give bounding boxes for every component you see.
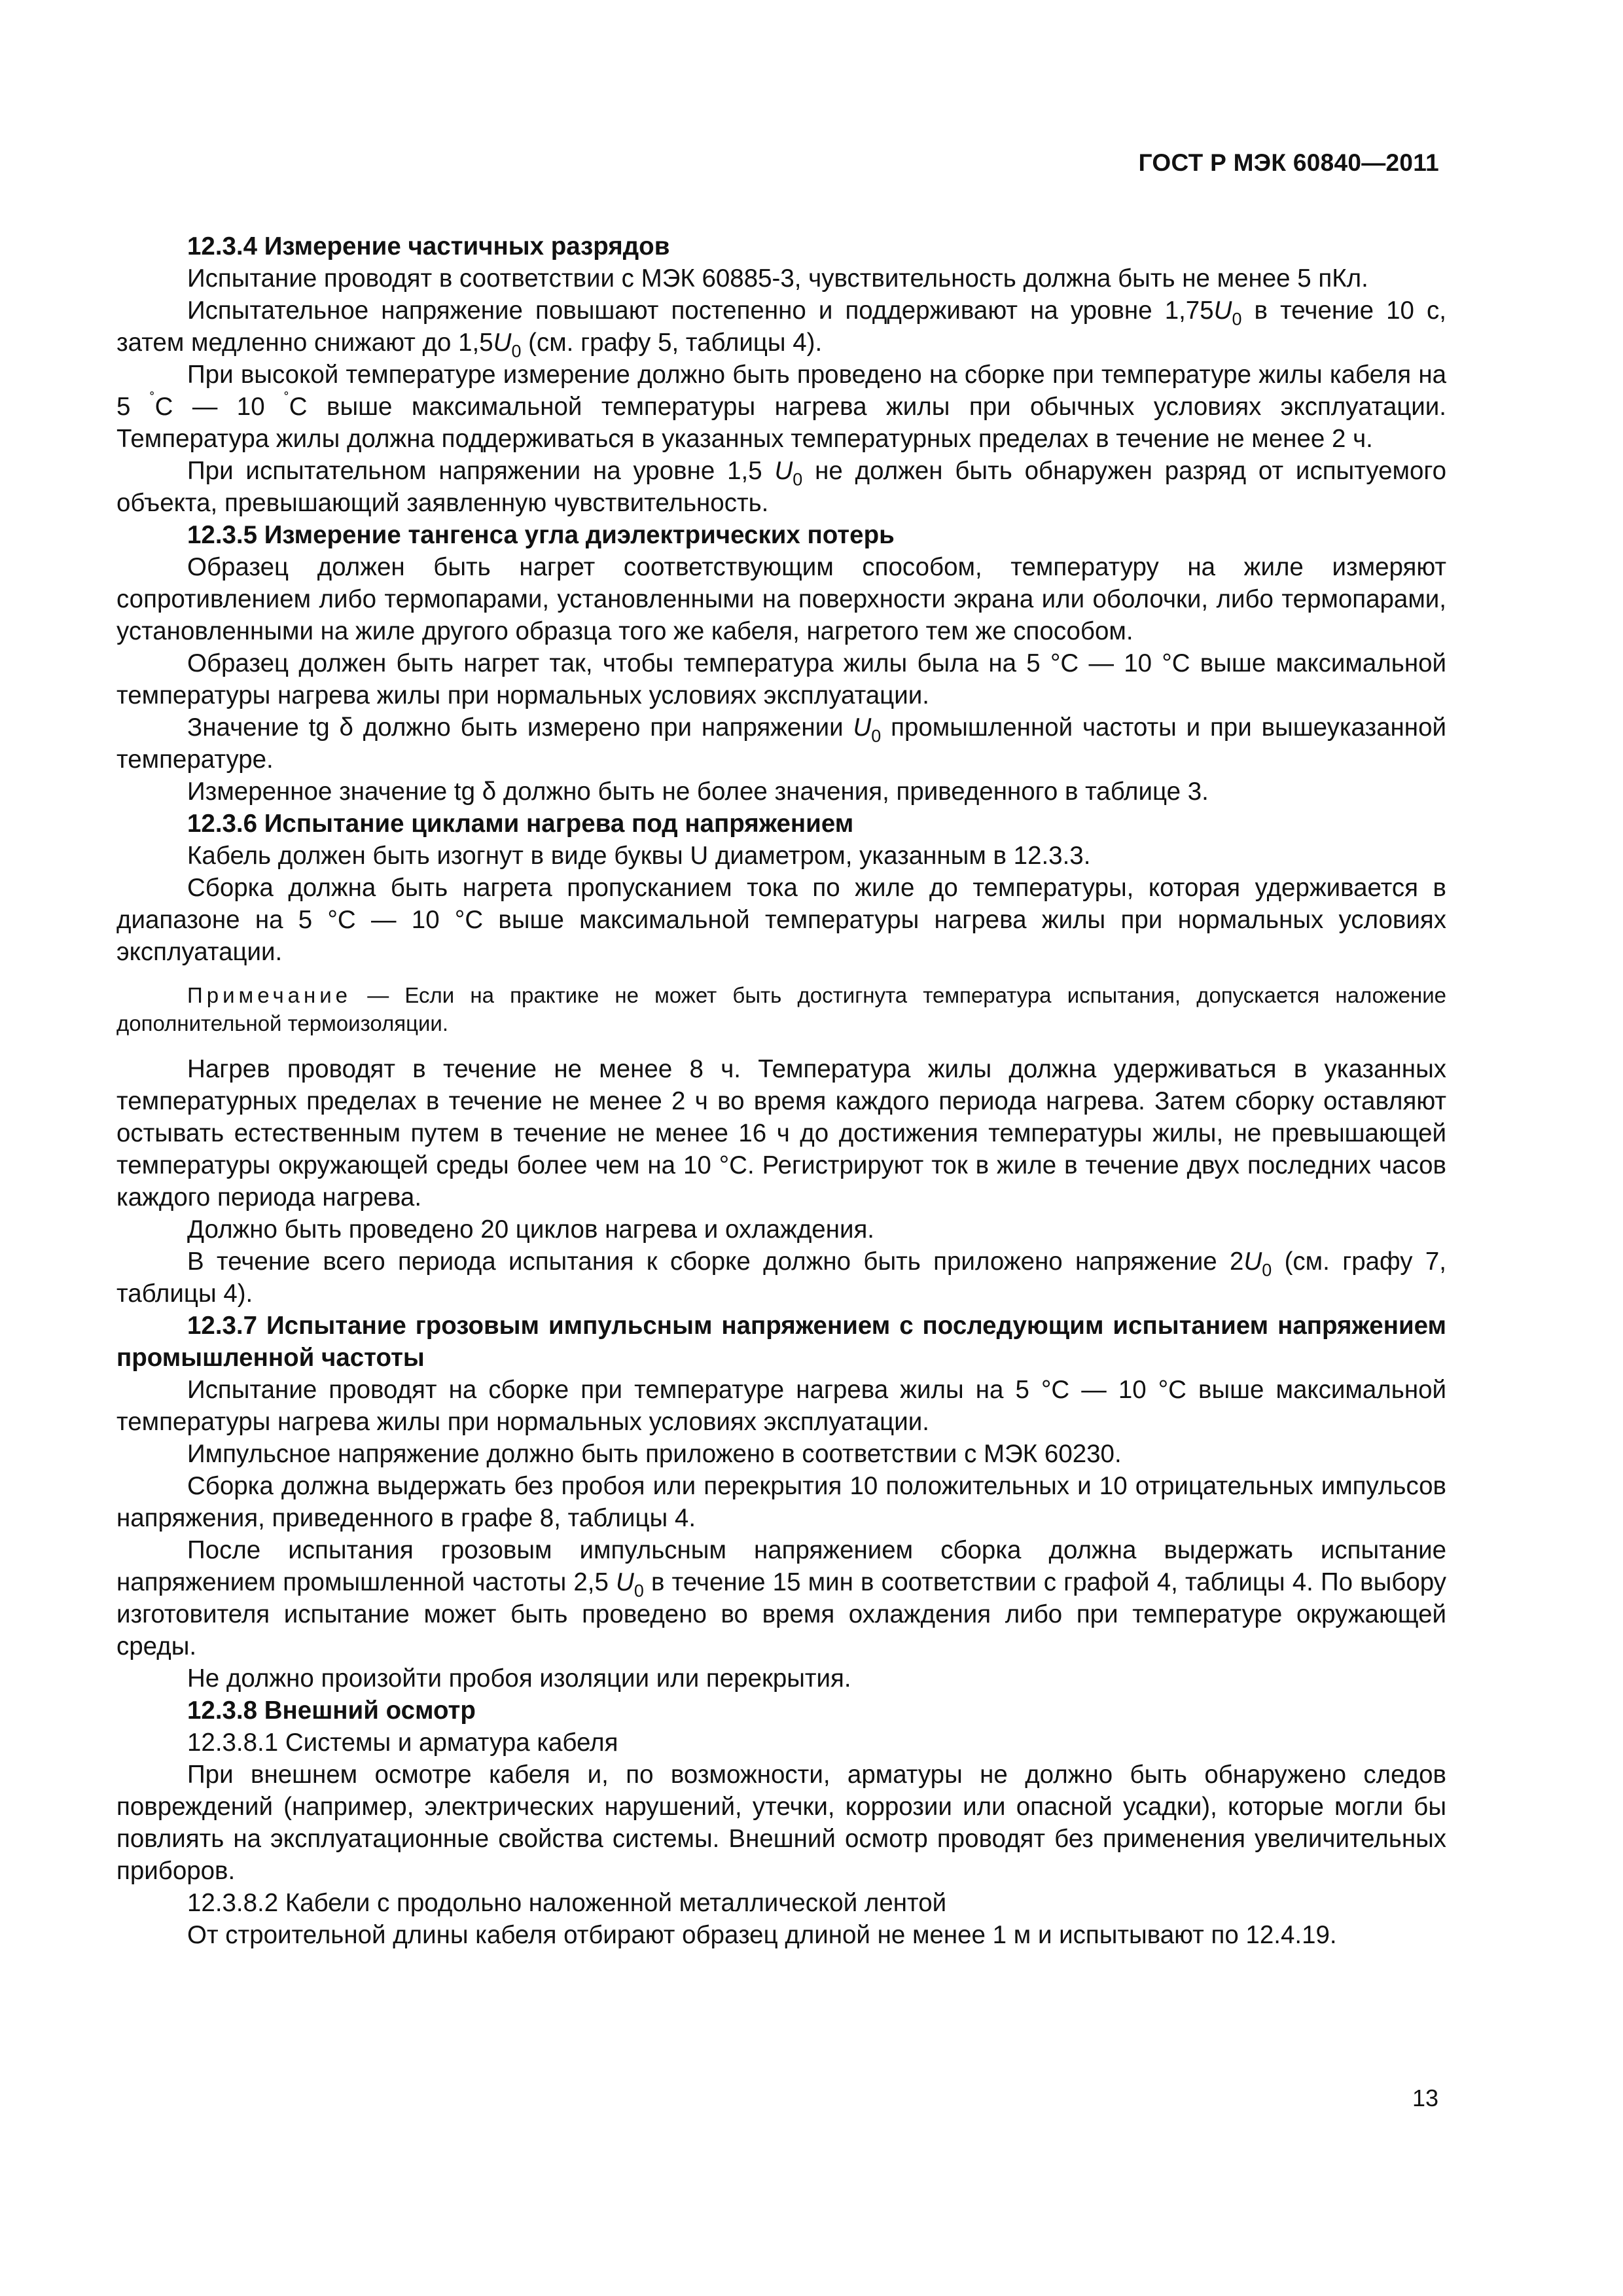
paragraph: Сборка должна выдержать без пробоя или перекрытия 10 положительных и 10 отрицательных импульсов напряжения, приведенного в графе 8, таблицы 4.: [116, 1472, 1446, 1532]
paragraph: Нагрев проводят в течение не менее 8 ч. Температура жилы должна удерживаться в указанных температурных пределах в течение не менее 2 ч во время каждого периода нагрева. Затем сборку оставляют остывать естественным путем в течение не менее 16 ч до достижения температуры жилы, не превышающей температуры окружающей среды более чем на 10 °С. Регистрируют ток в жиле в течение двух последних часов каждого периода нагрева.: [116, 1055, 1446, 1211]
paragraph: Измеренное значение tg δ должно быть не более значения, приведенного в таблице 3.: [187, 778, 1209, 806]
paragraph: Должно быть проведено 20 циклов нагрева и охлаждения.: [187, 1215, 875, 1244]
note-label: Примечание: [187, 983, 352, 1007]
section-heading-12-3-7: 12.3.7 Испытание грозовым импульсным напряжением с последующим испытанием напряжением промышленной частоты: [116, 1312, 1446, 1372]
paragraph: При высокой температуре измерение должно быть проведено на сборке при температуре жилы кабеля на 5 ˚C — 10 ˚C выше максимальной температуры нагрева жилы при обычных условиях эксплуатации. Температура жилы должна поддерживаться в указанных температурных пределах в течение не менее 2 ч.: [116, 361, 1447, 453]
paragraph: Не должно произойти пробоя изоляции или перекрытия.: [187, 1664, 851, 1693]
paragraph: Испытательное напряжение повышают постепенно и поддерживают на уровне $1,75U_0$ в течение 10 с, затем медленно снижают до $1,5U_0$ (см. графу 5, таблицы 4).: [116, 296, 1447, 361]
paragraph: Образец должен быть нагрет соответствующим способом, температуру на жиле измеряют сопротивлением либо термопарами, установленными на поверхности экрана или оболочки, либо термопарами, установленными на жиле другого образца того же кабеля, нагретого тем же способом.: [116, 553, 1446, 645]
subsection-heading-12-3-8-1: 12.3.8.1 Системы и арматура кабеля: [187, 1729, 618, 1757]
paragraph: Кабель должен быть изогнут в виде буквы U диаметром, указанным в 12.3.3.: [187, 842, 1091, 870]
paragraph: От строительной длины кабеля отбирают образец длиной не менее 1 м и испытывают по 12.4.19.: [187, 1921, 1337, 1949]
subsection-heading-12-3-8-2: 12.3.8.2 Кабели с продольно наложенной металлической лентой: [187, 1889, 947, 1917]
paragraph: Образец должен быть нагрет так, чтобы температура жилы была на 5 °С — 10 °С выше максимальной температуры нагрева жилы при нормальных условиях эксплуатации.: [116, 649, 1446, 709]
paragraph: Испытание проводят в соответствии с МЭК 60885-3, чувствительность должна быть не менее 5 пКл.: [187, 264, 1368, 293]
paragraph: Испытание проводят на сборке при температуре нагрева жилы на 5 °С — 10 °С выше максимальной температуры нагрева жилы при нормальных условиях эксплуатации.: [116, 1376, 1446, 1436]
page-number: 13: [1412, 2085, 1438, 2111]
note: Примечание — Если на практике не может быть достигнута температура испытания, допускается наложение дополнительной термоизоляции.: [116, 983, 1446, 1035]
paragraph: В течение всего периода испытания к сборке должно быть приложено напряжение $2U_0$ (см. графу 7, таблицы 4).: [116, 1247, 1447, 1308]
section-heading-12-3-5: 12.3.5 Измерение тангенса угла диэлектрических потерь: [187, 521, 895, 549]
paragraph: Импульсное напряжение должно быть приложено в соответствии с МЭК 60230.: [187, 1440, 1122, 1468]
section-heading-12-3-6: 12.3.6 Испытание циклами нагрева под напряжением: [187, 810, 854, 838]
paragraph: Значение tg δ должно быть измерено при напряжении $U_0$ промышленной частоты и при вышеуказанной температуре.: [116, 713, 1446, 774]
paragraph: При внешнем осмотре кабеля и, по возможности, арматуры не должно быть обнаружено следов повреждений (например, электрических нарушений, утечки, коррозии или опасной усадки), которые могли бы повлиять на эксплуатационные свойства системы. Внешний осмотр проводят без применения увеличительных приборов.: [116, 1761, 1446, 1885]
section-heading-12-3-8: 12.3.8 Внешний осмотр: [187, 1696, 476, 1725]
paragraph: Сборка должна быть нагрета пропусканием тока по жиле до температуры, которая удерживается в диапазоне на 5 °С — 10 °С выше максимальной температуры нагрева жилы при нормальных условиях эксплуатации.: [116, 874, 1446, 966]
paragraph: При испытательном напряжении на уровне 1,5 $U_0$ не должен быть обнаружен разряд от испытуемого объекта, превышающий заявленную чувствительность.: [116, 457, 1446, 517]
section-heading-12-3-4: 12.3.4 Измерение частичных разрядов: [187, 232, 670, 260]
document-body: [116, 230, 1446, 1951]
paragraph: После испытания грозовым импульсным напряжением сборка должна выдержать испытание напряжением промышленной частоты 2,5 $U_0$ в течение 15 мин в соответствии с графой 4, таблицы 4. По выбору изготовителя испытание может быть проведено во время охлаждения либо при температуре окружающей среды.: [116, 1536, 1446, 1660]
document-header: ГОСТ Р МЭК 60840—2011: [1138, 149, 1439, 176]
